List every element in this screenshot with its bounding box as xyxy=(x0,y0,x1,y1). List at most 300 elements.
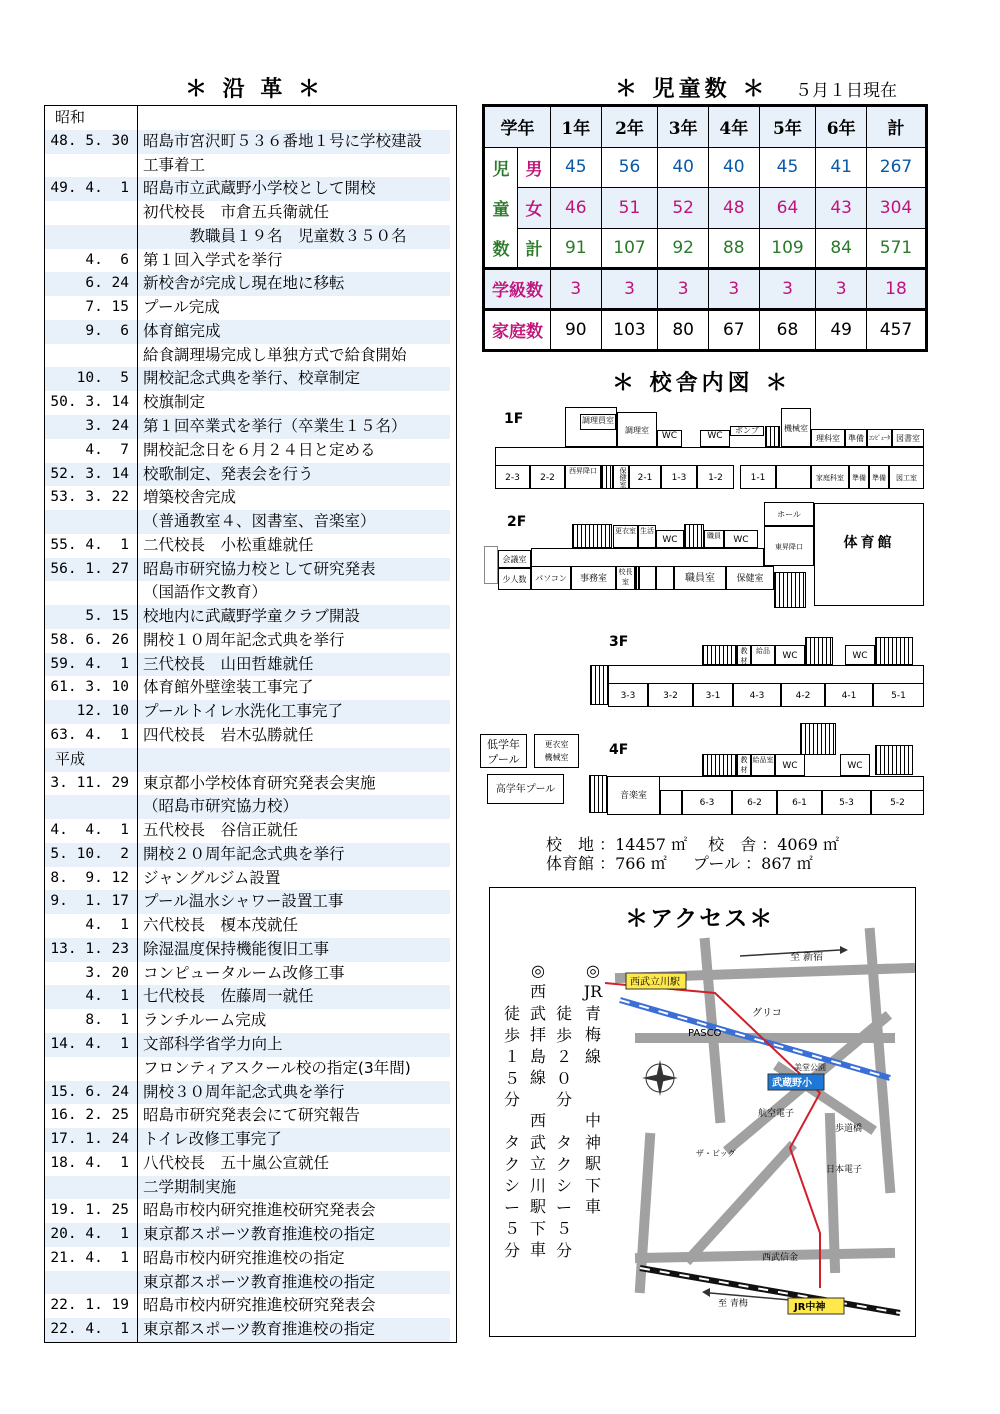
stairs-4f-c xyxy=(800,723,836,755)
room-koui: 更衣室 xyxy=(613,525,638,548)
history-event xyxy=(138,748,450,772)
history-event: 校地内に武蔵野学童クラブ開設 xyxy=(138,605,450,629)
history-row xyxy=(45,367,456,391)
history-date: 10. 5 xyxy=(45,367,137,391)
jr-station: 中神駅下車 xyxy=(584,1111,601,1216)
total-g4: 88 xyxy=(708,228,759,269)
history-row xyxy=(45,1081,456,1105)
history-date xyxy=(45,795,137,819)
room-6-2: 6-2 xyxy=(732,790,777,815)
history-row xyxy=(45,772,456,796)
room-hoken: 保健室 xyxy=(726,566,774,590)
room-2-2: 2-2 xyxy=(530,465,565,489)
jr-walk: 徒歩２０分 xyxy=(555,1004,572,1109)
history-row xyxy=(45,320,456,344)
girls-g2: 51 xyxy=(601,188,658,229)
history-date xyxy=(45,344,137,368)
header-total: 計 xyxy=(867,107,926,148)
room-1-3: 1-3 xyxy=(661,465,697,489)
history-row xyxy=(45,510,456,534)
history-event: 二学期制実施 xyxy=(138,1176,450,1200)
history-event: 第１回入学式を挙行 xyxy=(143,250,283,269)
boys-g4: 40 xyxy=(708,147,759,188)
header-g2: 2年 xyxy=(601,107,658,148)
history-date xyxy=(45,581,137,605)
students-table xyxy=(482,104,928,352)
stairs-2f-e xyxy=(774,572,806,608)
classes-g5: 3 xyxy=(759,269,816,310)
floor-2f-label: 2F xyxy=(507,514,527,530)
history-row xyxy=(45,605,456,629)
history-row xyxy=(45,1009,456,1033)
room-wc-3f-1: WC xyxy=(775,645,805,665)
history-date: 49. 4. 1 xyxy=(45,177,137,201)
total-total: 571 xyxy=(867,228,926,269)
room-junbi-3: 準備 xyxy=(869,465,889,489)
history-date: 8. 1 xyxy=(85,1012,129,1029)
room-1-2: 1-2 xyxy=(697,465,734,489)
room-3-2: 3-2 xyxy=(648,683,693,707)
header-grade: 学年 xyxy=(485,107,551,148)
history-row xyxy=(45,1247,456,1271)
map-label-the-big: ザ・ビッグ xyxy=(696,1149,736,1158)
pool-changing-room xyxy=(534,734,579,768)
students-title: ＊ 児童数 ＊ xyxy=(615,76,769,102)
classes-label: 学級数 xyxy=(485,269,551,310)
layout-title: ＊ 校舎内図 ＊ xyxy=(612,370,792,396)
history-date xyxy=(45,1057,137,1081)
history-event: 教職員１９名 児童数３５０名 xyxy=(138,225,450,249)
area-line-1: 校 地 ：14457 ㎡ 校 舎 ：4069 ㎡ xyxy=(546,835,840,854)
history-row xyxy=(45,748,456,772)
girls-g3: 52 xyxy=(658,188,709,229)
room-shoninzu: 少人数 xyxy=(498,568,531,590)
history-date: 59. 4. 1 xyxy=(45,653,137,677)
girls-total: 304 xyxy=(867,188,926,229)
history-row xyxy=(45,1128,456,1152)
history-date: 5. 10. 2 xyxy=(45,843,137,867)
stairs-1f-a xyxy=(765,426,780,447)
history-event: 東京都スポーツ教育推進校の指定 xyxy=(138,1318,450,1342)
room-5-3: 5-3 xyxy=(822,790,871,815)
history-event: 給食調理場完成し単独方式で給食開始 xyxy=(143,345,407,364)
boys-g6: 41 xyxy=(816,147,867,188)
total-g2: 107 xyxy=(601,228,658,269)
stairs-1f-b xyxy=(601,465,613,489)
history-row xyxy=(45,272,456,296)
history-table xyxy=(44,105,457,1343)
classes-g3: 3 xyxy=(658,269,709,310)
room-1-1: 1-1 xyxy=(740,465,776,489)
boys-g1: 45 xyxy=(551,147,602,188)
room-kikai: 機械室 xyxy=(781,408,811,447)
history-event: 開校２０周年記念式典を挙行 xyxy=(138,843,450,867)
history-row xyxy=(45,463,456,487)
room-wc2: WC xyxy=(700,430,730,447)
floor-4f-label: 4F xyxy=(609,742,629,758)
history-event: プールトイレ水洗化工事完了 xyxy=(138,700,450,724)
pool-high: 高学年プール xyxy=(487,774,564,804)
history-event: ランチルーム完成 xyxy=(143,1011,267,1030)
map-label-shinjuku: 至 新宿 xyxy=(790,952,824,963)
total-g6: 84 xyxy=(816,228,867,269)
history-row xyxy=(45,177,456,201)
history-event: 二代校長 小松重雄就任 xyxy=(143,535,314,554)
row-boys-label: 男 xyxy=(518,147,551,188)
families-g1: 90 xyxy=(551,309,602,350)
side-3: 数 xyxy=(485,228,518,269)
history-row xyxy=(45,629,456,653)
history-event: 昭島市研究協力校として研究発表 xyxy=(138,558,450,582)
room-katei: 家庭科室 xyxy=(811,465,849,489)
history-event: 東京都スポーツ教育推進校の指定 xyxy=(138,1271,450,1295)
history-row xyxy=(45,201,456,225)
history-date: 48. 5. 30 xyxy=(45,130,137,154)
history-event: 開校記念日を６月２４日と定める xyxy=(143,440,376,459)
history-date: 52. 3. 14 xyxy=(45,463,137,487)
classes-g6: 3 xyxy=(816,269,867,310)
history-date: 61. 3. 10 xyxy=(50,679,129,696)
floor-1f-label: 1F xyxy=(504,411,524,427)
room-kyuhin-4f: 給品室 xyxy=(751,754,775,776)
room-ongaku: 音楽室 xyxy=(607,776,660,815)
room-computer: ｺﾝﾋﾟｭｰﾀ xyxy=(867,429,892,447)
gymnasium: 体育館 xyxy=(814,503,924,606)
history-event: 体育館外壁塗装工事完了 xyxy=(143,678,314,697)
classes-total: 18 xyxy=(867,269,926,310)
room-shokuin-2f: 職員 xyxy=(704,530,724,548)
row-total-label: 計 xyxy=(518,228,551,269)
history-date: 5. 15 xyxy=(45,605,137,629)
history-date: 17. 1. 24 xyxy=(45,1128,137,1152)
history-date: 20. 4. 1 xyxy=(45,1223,137,1247)
history-row xyxy=(45,581,456,605)
history-event: 新校舎が完成し現在地に移転 xyxy=(138,272,450,296)
history-row xyxy=(45,296,456,320)
history-row xyxy=(45,843,456,867)
map-label-pasco: PASCO xyxy=(688,1028,722,1039)
stairs-4f-b xyxy=(702,754,737,776)
history-date: 16. 2. 25 xyxy=(50,1107,129,1124)
seibu-mark: ◎ xyxy=(531,961,545,980)
history-row xyxy=(45,1199,456,1223)
room-6-3: 6-3 xyxy=(682,790,732,815)
jr-taxi: タクシー５分 xyxy=(555,1133,572,1260)
header-g3: 3年 xyxy=(658,107,709,148)
seibu-station: 西武立川駅下車 xyxy=(529,1111,546,1259)
history-event: プール温水シャワー設置工事 xyxy=(138,890,450,914)
room-pump: ポンプ xyxy=(730,426,764,436)
room-6-1: 6-1 xyxy=(777,790,822,815)
girls-g4: 48 xyxy=(708,188,759,229)
history-date: 18. 4. 1 xyxy=(50,1154,129,1171)
room-kyoshoku xyxy=(776,465,811,489)
room-wc-2f-2: WC xyxy=(724,530,758,548)
seibu-line: 西武拝島線 xyxy=(529,982,546,1087)
girls-g5: 64 xyxy=(759,188,816,229)
history-row xyxy=(45,154,456,178)
history-row xyxy=(45,676,456,700)
corridor-1f xyxy=(495,447,924,465)
stairs-4f-d xyxy=(875,745,913,775)
room-wc-4f-1: WC xyxy=(775,754,805,776)
history-event: 七代校長 佐藤周一就任 xyxy=(138,985,450,1009)
room-kyuhin-3f: 給品 xyxy=(751,645,775,665)
families-total: 457 xyxy=(867,309,926,350)
history-event: 昭島市校内研究推進校研究発表会 xyxy=(143,1296,376,1315)
jr-line: JR青梅線 xyxy=(583,982,603,1066)
history-event: 除湿温度保持機能復旧工事 xyxy=(138,938,450,962)
history-event xyxy=(138,106,450,130)
history-date: 8. 9. 12 xyxy=(50,869,129,886)
room-seikatsu: 生活 xyxy=(638,525,656,548)
history-date: 22. 4. 1 xyxy=(45,1318,137,1342)
room-junbi-2: 準備 xyxy=(849,465,869,489)
room-shokuin: 職員室 xyxy=(674,566,726,590)
header-g6: 6年 xyxy=(816,107,867,148)
history-event: 増築校舎完成 xyxy=(143,488,237,507)
room-2-3: 2-3 xyxy=(495,465,530,489)
history-row xyxy=(45,439,456,463)
boys-g2: 56 xyxy=(601,147,658,188)
history-event: 工事着工 xyxy=(143,155,206,174)
room-kyozai-4f: 教材 xyxy=(737,754,751,776)
history-event: 昭島市研究発表会にて研究報告 xyxy=(143,1106,361,1125)
stairs-3f-d xyxy=(875,637,913,665)
stairs-3f-a xyxy=(590,665,608,705)
history-row xyxy=(45,795,456,819)
history-event: コンピュータルーム改修工事 xyxy=(143,963,345,982)
history-event: （昭島市研究協力校） xyxy=(138,795,450,819)
map-label-koku-denshi: 航空電子 xyxy=(758,1109,795,1119)
history-date xyxy=(45,510,137,534)
total-g3: 92 xyxy=(658,228,709,269)
history-event: 校歌制定、発表会を行う xyxy=(138,463,450,487)
families-g4: 67 xyxy=(708,309,759,350)
history-row xyxy=(45,1033,456,1057)
room-5-2: 5-2 xyxy=(871,790,924,815)
side-1: 児 xyxy=(485,147,518,188)
room-hall: ホール xyxy=(764,502,814,526)
history-row xyxy=(45,558,456,582)
room-misc2-2f xyxy=(656,566,674,590)
room-misc-2f xyxy=(639,566,656,590)
history-date: 7. 15 xyxy=(85,299,129,316)
history-date: 22. 1. 19 xyxy=(50,1297,129,1314)
history-row xyxy=(45,391,456,415)
history-row xyxy=(45,1152,456,1176)
room-2-1: 2-1 xyxy=(629,465,661,489)
room-kaigi: 会議室 xyxy=(498,550,531,568)
corridor-2f xyxy=(531,548,764,566)
stairs-3f-c xyxy=(805,637,833,665)
room-junbi: 準備 xyxy=(845,429,867,447)
history-row xyxy=(45,890,456,914)
history-row xyxy=(45,415,456,439)
history-row xyxy=(45,985,456,1009)
access-panel xyxy=(489,887,916,1337)
history-date: 9. 6 xyxy=(45,320,137,344)
room-rika: 理科室 xyxy=(811,429,845,447)
history-row xyxy=(45,1057,456,1081)
room-4-2: 4-2 xyxy=(781,683,825,707)
history-era: 昭和 xyxy=(55,108,86,126)
access-title: ＊アクセス＊ xyxy=(625,905,775,932)
pool-low-label: 低学年 プール xyxy=(487,738,520,766)
room-wc1: WC xyxy=(657,430,682,447)
boys-total: 267 xyxy=(867,147,926,188)
room-wc-3f-2: WC xyxy=(845,645,875,665)
history-event: 東京都小学校体育研究発表会実施 xyxy=(143,773,376,792)
room-tosho: 図書室 xyxy=(892,429,924,447)
history-event: 昭島市校内研究推進校の指定 xyxy=(143,1248,345,1267)
history-event: 昭島市校内研究推進校研究発表会 xyxy=(143,1201,376,1220)
history-date: 50. 3. 14 xyxy=(50,394,129,411)
map-label-seibu-shinkin: 西武信金 xyxy=(762,1253,799,1263)
room-kyozai-3f: 教材 xyxy=(737,645,751,665)
history-row xyxy=(45,653,456,677)
history-row xyxy=(45,700,456,724)
history-event: 昭島市宮沢町５３６番地１号に学校建設 xyxy=(138,130,450,154)
room-pc: パソコン xyxy=(531,566,571,590)
history-row xyxy=(45,249,456,273)
history-event: 体育館完成 xyxy=(138,320,450,344)
room-kocho: 校長室 xyxy=(616,566,635,590)
history-date xyxy=(45,1176,137,1200)
history-event: 開校１０周年記念式典を挙行 xyxy=(143,630,345,649)
history-event: 文部科学省学力向上 xyxy=(138,1033,450,1057)
history-event: フロンティアスクール校の指定(3年間) xyxy=(143,1058,411,1077)
stairs-2f-c xyxy=(684,524,704,548)
room-zuko: 図工室 xyxy=(889,465,924,489)
boys-g3: 40 xyxy=(658,147,709,188)
area-line-2: 体育館 ：766 ㎡ プール ：867 ㎡ xyxy=(546,854,813,873)
stairs-2f-b xyxy=(572,524,612,548)
history-event: 八代校長 五十嵐公宣就任 xyxy=(143,1153,330,1172)
history-event: 開校３０周年記念式典を挙行 xyxy=(138,1081,450,1105)
room-4-1: 4-1 xyxy=(825,683,873,707)
classes-g1: 3 xyxy=(551,269,602,310)
map-label-seibu-tachikawa: 西武立川駅 xyxy=(630,977,680,988)
history-row xyxy=(45,819,456,843)
boys-g5: 45 xyxy=(759,147,816,188)
room-misc-4f xyxy=(660,790,682,815)
history-date: 15. 6. 24 xyxy=(45,1081,137,1105)
history-event: （国語作文教育） xyxy=(143,583,268,602)
map-label-jr-nakagami: JR中神 xyxy=(794,1302,826,1313)
west-entrance: 西昇降口 xyxy=(565,465,601,489)
history-date: 19. 1. 25 xyxy=(50,1202,129,1219)
east-entrance: 東昇降口 xyxy=(764,526,814,566)
history-date: 3. 11. 29 xyxy=(50,774,129,791)
header-g1: 1年 xyxy=(551,107,602,148)
seibu-walk: 徒歩１５分 xyxy=(503,1004,520,1109)
history-row xyxy=(45,486,456,510)
room-3-1: 3-1 xyxy=(693,683,733,707)
history-date: 9. 1. 17 xyxy=(45,890,137,914)
history-date xyxy=(45,154,137,178)
history-event: 五代校長 谷信正就任 xyxy=(143,821,299,840)
floor-3f-label: 3F xyxy=(609,634,629,650)
history-date: 4. 1 xyxy=(85,917,129,934)
map-label-park: 美堂公園 xyxy=(794,1063,826,1072)
jr-mark: ◎ xyxy=(586,961,600,980)
total-g1: 91 xyxy=(551,228,602,269)
map-label-ome: 至 青梅 xyxy=(718,1299,748,1309)
history-row xyxy=(45,938,456,962)
room-4-3: 4-3 xyxy=(733,683,781,707)
history-row xyxy=(45,1294,456,1318)
history-row xyxy=(45,130,456,154)
room-wc-4f-2: WC xyxy=(840,754,870,776)
history-date: 4. 4. 1 xyxy=(50,822,129,839)
history-row xyxy=(45,962,456,986)
families-g6: 49 xyxy=(816,309,867,350)
map-label-glico: グリコ xyxy=(752,1008,782,1019)
history-event: プール完成 xyxy=(143,298,220,317)
row-girls-label: 女 xyxy=(518,188,551,229)
pool-changing-label: 更衣室 機械室 xyxy=(544,740,569,762)
history-row xyxy=(45,1176,456,1200)
pool-low xyxy=(480,734,527,768)
room-3-3: 3-3 xyxy=(608,683,648,707)
history-era: 平成 xyxy=(45,748,137,772)
history-event: 三代校長 山田哲雄就任 xyxy=(138,653,450,677)
room-wc-2f-1: WC xyxy=(656,530,684,548)
history-event: 四代校長 岩木弘勝就任 xyxy=(143,726,314,744)
room-chouriin: 調理員室 xyxy=(580,414,616,430)
history-event: 東京都スポーツ教育推進校の指定 xyxy=(138,1223,450,1247)
history-event: 開校記念式典を挙行、校章制定 xyxy=(138,367,450,391)
history-date: 55. 4. 1 xyxy=(50,536,129,553)
history-date: 58. 6. 26 xyxy=(50,631,129,648)
history-row xyxy=(45,534,456,558)
map-label-hodokyo: 歩道橋 xyxy=(835,1124,863,1134)
history-row xyxy=(45,1104,456,1128)
history-date: 6. 24 xyxy=(45,272,137,296)
corridor-3f xyxy=(608,665,924,683)
history-date: 56. 1. 27 xyxy=(45,558,137,582)
room-5-1: 5-1 xyxy=(873,683,924,707)
map-label-nihon-denshi: 日本電子 xyxy=(826,1165,863,1175)
history-row xyxy=(45,106,456,130)
history-date: 3. 20 xyxy=(85,964,129,981)
history-date: 13. 1. 23 xyxy=(45,938,137,962)
stairs-4f-a xyxy=(589,775,607,813)
history-date xyxy=(45,201,137,225)
stairs-2f-a xyxy=(484,546,498,584)
history-date: 3. 24 xyxy=(45,415,137,439)
history-event: （普通教室４、図書室、音楽室） xyxy=(138,510,450,534)
history-date: 4. 6 xyxy=(85,251,129,268)
room-hoken-1f: 保健室 xyxy=(613,465,629,489)
seibu-taxi: タクシー５分 xyxy=(503,1133,520,1260)
map-label-school: 武蔵野小 xyxy=(772,1078,812,1089)
room-chourishitsu: 調理室 xyxy=(617,412,657,447)
history-date: 63. 4. 1 xyxy=(50,727,129,743)
families-g2: 103 xyxy=(601,309,658,350)
students-asof: ５月１日現在 xyxy=(795,81,897,101)
room-jimu: 事務室 xyxy=(571,566,616,590)
history-date: 4. 7 xyxy=(85,441,129,458)
header-g5: 5年 xyxy=(759,107,816,148)
girls-g1: 46 xyxy=(551,188,602,229)
stairs-3f-b xyxy=(702,645,737,665)
history-row xyxy=(45,344,456,368)
access-map xyxy=(490,888,917,1338)
families-label: 家庭数 xyxy=(485,309,551,350)
history-event: 昭島市立武蔵野小学校として開校 xyxy=(138,177,450,201)
